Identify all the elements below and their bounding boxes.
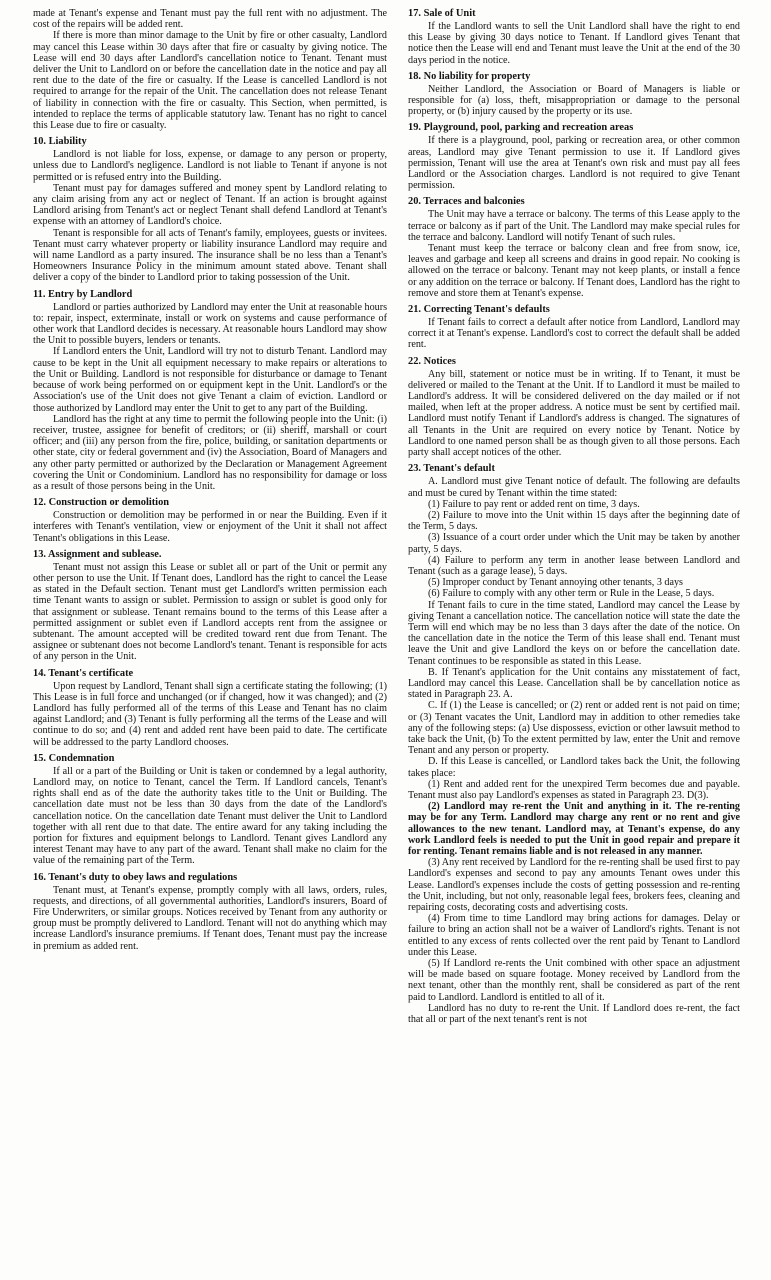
section-heading: 20. Terraces and balconies [408,196,525,208]
paragraph: Tenant is responsible for all acts of Tenant's family, employees, guests or invitees. Tenant must carry whatever property or liability insurance Landlord may require and will name Landlord as a party insured. The insurance shall be no less than a Tenant's Homeowners Insurance Policy in the minimum amount stated above. Tenant shall deliver a copy of the binder to Landlord prior to taking possession of the Unit. [33,227,387,284]
paragraph: If there is more than minor damage to the Unit by fire or other casualty, Landlord may cancel this Lease within 30 days after that fire or casualty by giving notice. The Lease will end 30 days after Landlord's cancellation notice to Tenant. Tenant must deliver the Unit to Landlord on or before the cancellation date in the notice and pay all rent due to the date of the fire or casualty. If the Lease is cancelled Landlord is not required to arrange for the repair of the Unit. The cancellation does not release Tenant of liability in connection with the fire or casualty. This Section, when permitted, is intended to replace the terms of applicable statutory law. Tenant has no right to cancel this Lease due to fire or casualty. [33,30,387,132]
paragraph: Construction or demolition may be performed in or near the Building. Even if it interferes with Tenant's ventilation, view or enjoyment of the Unit it shall not affect Tenant's obligations in this Lease. [33,510,387,544]
paragraph: Landlord has the right at any time to permit the following people into the Unit: (i) receiver, trustee, assignee for benefit of creditors; or (ii) sheriff, marshall or court officer; and (iii) any person from the fire, police, building, or sanitation departments or other state, city or federal government and (iv) the Association, Board of Managers and any other party permitted or authorized by the Declaration or Management Agreement covering the Unit or Condominium. Landlord has no responsibility for damage or loss as a result of those persons being in the Unit. [33,413,387,492]
section-heading: 18. No liability for property [408,70,531,82]
paragraph: If Tenant fails to cure in the time stated, Landlord may cancel the Lease by giving Tenant a cancellation notice. The cancellation notice will state the date the Term will end which may be no less than 3 days after the date of the notice. On the cancellation date in the notice the Term of this lease shall end. Tenant must leave the Unit and give Landlord the keys on or before the cancellation date. Tenant continues to be responsible as stated in this Lease. [408,599,740,667]
section-heading: 22. Notices [408,355,456,367]
paragraph: Landlord has no duty to re-rent the Unit. If Landlord does re-rent, the fact that all or part of the next tenant's rent is not [408,1002,740,1026]
paragraph: If all or a part of the Building or Unit is taken or condemned by a legal authority, Landlord may, on notice to Tenant, cancel the Term. If Landlord cancels, Tenant's rights shall end as of the date the authority takes title to the Unit or Building. The cancellation date must not be less than 30 days from the date of the Landlord's cancellation notice. On the cancellation date Tenant must deliver the Unit to Landlord together with all rent due to that date. The entire award for any taking including the portion for fixtures and equipment belongs to Landlord. Tenant gives Landlord any interest Tenant may have to any part of the award. Tenant shall make no claim for the value of the remaining part of the Term. [33,765,387,867]
section-heading: 15. Condemnation [33,752,115,764]
section-heading: 21. Correcting Tenant's defaults [408,304,550,316]
paragraph: Neither Landlord, the Association or Board of Managers is liable or responsible for (a) loss, theft, misappropriation or damage to the personal property, or (b) injury caused by the property or its use. [408,83,740,118]
paragraph: A. Landlord must give Tenant notice of default. The following are defaults and must be cured by Tenant within the time stated: [408,476,740,499]
paragraph: (4) From time to time Landlord may bring actions for damages. Delay or failure to bring an action shall not be a waiver of Landlord's rights. Tenant is not entitled to any excess of rents collected over the rent paid by Tenant to Landlord under this Lease. [408,913,740,958]
paragraph: D. If this Lease is cancelled, or Landlord takes back the Unit, the following takes place: [408,756,740,779]
paragraph: If the Landlord wants to sell the Unit Landlord shall have the right to end this Lease by giving 30 days notice to Tenant. If Landlord gives Tenant that notice then the Lease will end and Tenant must leave the Unit at the end of the 30 days period in the notice. [408,21,740,66]
paragraph: Tenant must keep the terrace or balcony clean and free from snow, ice, leaves and garbage and keep all screens and drains in good repair. No cooking is allowed on the terrace or balcony. Tenant may not keep plants, or install a fence or any addition on the terrace or balcony. If Tenant does, Landlord has the right to remove and store them at Tenant's expense. [408,243,740,299]
section-heading: 14. Tenant's certificate [33,667,134,679]
paragraph: (4) Failure to perform any term in another lease between Landlord and Tenant (such as a garage lease), 5 days. [408,554,740,577]
paragraph: Tenant must, at Tenant's expense, promptly comply with all laws, orders, rules, requests, and directions, of all governmental authorities, Landlord's insurers, Board of Fire Underwriters, or similar groups. Notices received by Tenant from any authority or group must be promptly delivered to Landlord. Tenant will not do anything which may increase Landlord's insurance premiums. If Tenant does, Tenant must pay the increase in premium as added rent. [33,884,387,952]
paragraph: If Landlord enters the Unit, Landlord will try not to disturb Tenant. Landlord may cause to be kept in the Unit all equipment necessary to make repairs or alterations to the Unit or Building. Landlord is not responsible for disturbance or damage to Tenant because of work being performed on or equipment kept in the Unit. Landlord's or the Association's use of the Unit does not give Tenant a claim of eviction. Landlord or those authorized by Landlord may enter the Unit to get to any part of the Building. [33,346,387,414]
paragraph: (2) Landlord may re-rent the Unit and anything in it. The re-renting may be for any Term. Landlord may charge any rent or no rent and give allowances to the new tenant. Landlord may, at Tenant's expense, do any work Landlord feels is needed to put the Unit in good repair and prepare it for renting. Tenant remains liable and is not released in any manner. [408,801,740,857]
paragraph: Tenant must not assign this Lease or sublet all or part of the Unit or permit any other person to use the Unit. If Tenant does, Landlord has the right to cancel the Lease as stated in the Default section. Tenant must get Landlord's written permission each time Tenant wants to assign or sublet. Permission to assign or sublet is good only for that assignment or sublease. Tenant remains bound to the terms of this Lease after a permitted assignment or sublet even if Landlord accepts rent from the assignee or subtenant. The amount accepted will be credited toward rent due from Tenant. The assignee or subtenant does not become Landlord's tenant. Tenant is responsible for acts of any person in the Unit. [33,561,387,663]
right-column [408,8,740,1025]
paragraph: (3) Any rent received by Landlord for the re-renting shall be used first to pay Landlord's expenses and second to pay any amounts Tenant owes under this Lease. Landlord's expenses include the costs of getting possession and re-renting the Unit, including, but not only, reasonable legal fees, brokers fees, cleaning and repairing costs, decorating costs and advertising costs. [408,857,740,914]
left-column [33,8,387,952]
paragraph: If Tenant fails to correct a default after notice from Landlord, Landlord may correct it at Tenant's expense. Landlord's cost to correct the default shall be added rent. [408,317,740,351]
paragraph: (2) Failure to move into the Unit within 15 days after the beginning date of the Term, 5 days. [408,509,740,533]
section-heading: 12. Construction or demolition [33,497,170,509]
paragraph: B. If Tenant's application for the Unit contains any misstatement of fact, Landlord may cancel this Lease. Cancellation shall be by cancellation notice as stated in Paragraph 23. A. [408,666,740,701]
paragraph: (1) Rent and added rent for the unexpired Term becomes due and payable. Tenant must also pay Landlord's expenses as stated in Paragraph 23. D(3). [408,778,740,801]
paragraph: Tenant must pay for damages suffered and money spent by Landlord relating to any claim arising from any act or neglect of Tenant. If an action is brought against Landlord arising from Tenant's act or neglect Tenant shall defend Landlord at Tenant's expense with an attorney of Landlord's choice. [33,182,387,228]
paragraph: (3) Issuance of a court order under which the Unit may be taken by another party, 5 days. [408,532,740,555]
section-heading: 10. Liability [33,136,87,148]
paragraph: Upon request by Landlord, Tenant shall sign a certificate stating the following; (1) This Lease is in full force and unchanged (or if changed, how it was changed); and (2) Landlord has fully performed all of the terms of this Lease and Tenant has no claim against Landlord; and (3) Tenant is fully performing all the terms of the Lease and will continue to do so; and (4) rent and added rent have been paid to date. The certificate will be addressed to the party Landlord chooses. [33,680,387,748]
paragraph: If there is a playground, pool, parking or recreation area, or other common areas, Landlord may give Tenant permission to use it. If Landlord gives permission, Tenant will use the area at Tenant's own risk and must pay all fees Landlord or the Association charges. Landlord is not required to give Tenant permission. [408,135,740,192]
section-heading: 23. Tenant's default [408,463,495,475]
paragraph: made at Tenant's expense and Tenant must pay the full rent with no adjustment. The cost of the repairs will be added rent. [33,8,387,31]
paragraph: (5) If Landlord re-rents the Unit combined with other space an adjustment will be made based on square footage. Money received by Landlord from the next tenant, other than the monthly rent, shall be considered as part of the rent paid to Landlord. Landlord is entitled to all of it. [408,958,740,1003]
paragraph: Landlord or parties authorized by Landlord may enter the Unit at reasonable hours to: repair, inspect, exterminate, install or work on systems and cause performance of other work that Landlord decides is necessary. At reasonable hours Landlord may show the Unit to possible buyers, lenders or tenants. [33,301,388,347]
paragraph: Landlord is not liable for loss, expense, or damage to any person or property, unless due to Landlord's negligence. Landlord is not liable to Tenant if anyone is not permitted or is refused entry into the Building. [33,149,387,183]
section-heading: 11. Entry by Landlord [33,288,133,300]
paragraph: The Unit may have a terrace or balcony. The terms of this Lease apply to the terrace or balcony as if part of the Unit. The Landlord may make special rules for the terrace and balcony. Landlord will notify Tenant of such rules. [408,209,740,243]
paragraph: (1) Failure to pay rent or added rent on time, 3 days. [428,498,640,510]
paragraph: (5) Improper conduct by Tenant annoying other tenants, 3 days [428,577,683,589]
paragraph: Any bill, statement or notice must be in writing. If to Tenant, it must be delivered or mailed to the Tenant at the Unit. If to Landlord it must be mailed to Landlord's address. It will be considered delivered on the day mailed or if not mailed, when left at the proper address. A notice must be sent by certified mail. Landlord must notify Tenant if Landlord's address is changed. The signatures of all Tenants in the Unit are required on every notice by Tenant. Notice by Landlord to one named person shall be as though given to all those persons. Each party shall accept notices of the other. [408,368,740,459]
section-heading: 16. Tenant's duty to obey laws and regulations [33,871,238,883]
section-heading: 19. Playground, pool, parking and recreation areas [408,122,634,134]
section-heading: 13. Assignment and sublease. [33,548,162,560]
paragraph: C. If (1) the Lease is cancelled; or (2) rent or added rent is not paid on time; or (3) Tenant vacates the Unit, Landlord may in addition to other remedies take any of the following steps: (a) Use dispossess, eviction or other lawsuit method to take back the Unit, (b) To the extent permitted by law, enter the Unit and remove Tenant and any person or property. [408,700,740,757]
section-heading: 17. Sale of Unit [408,8,476,19]
paragraph: (6) Failure to comply with any other term or Rule in the Lease, 5 days. [428,588,715,600]
